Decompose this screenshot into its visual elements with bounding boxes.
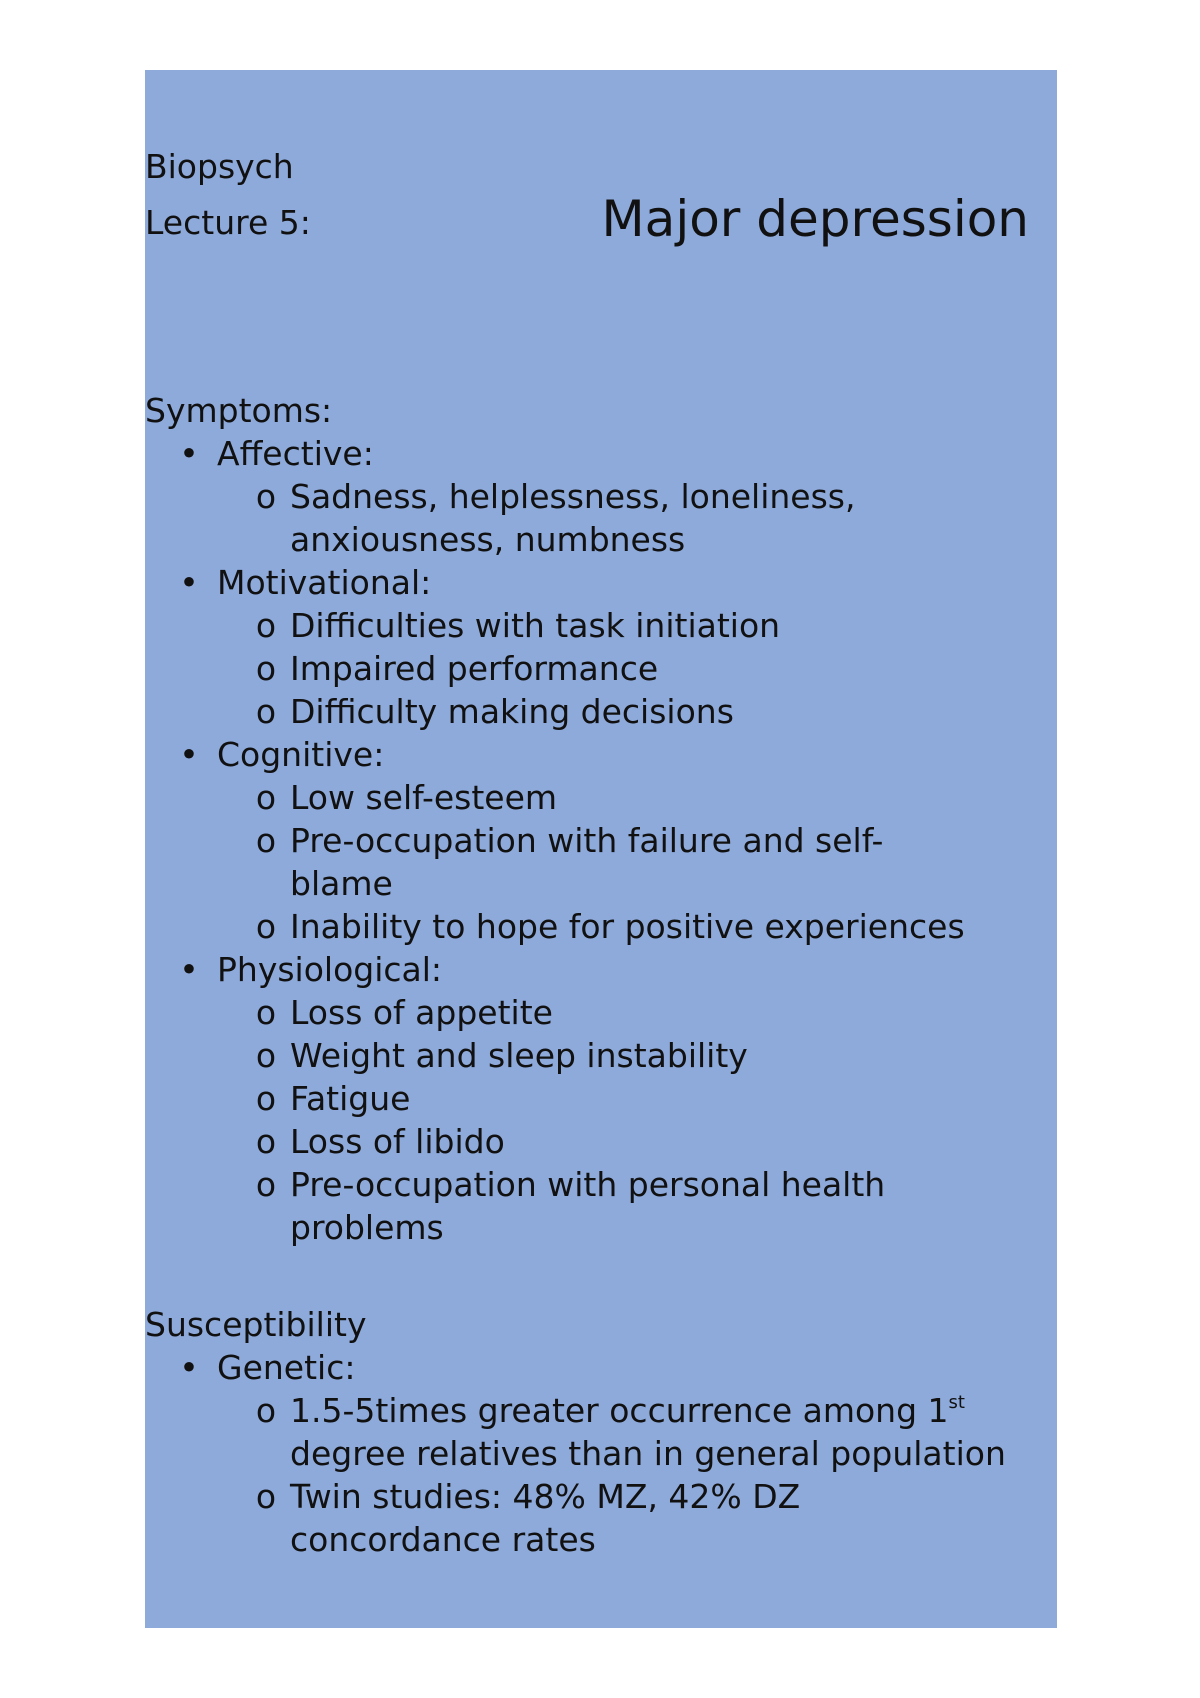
susceptibility-group-genetic <box>145 1346 1057 1561</box>
group-label: Physiological: <box>217 950 443 989</box>
course-name: Biopsych <box>145 147 294 186</box>
susceptibility-heading: Susceptibility <box>145 1305 367 1344</box>
list-item-text-part: degree relatives than in general population <box>290 1434 1006 1473</box>
circle-bullet-icon: o <box>255 778 277 817</box>
circle-bullet-icon: o <box>255 1036 277 1075</box>
list-item-text: Inability to hope for positive experiences <box>290 907 965 946</box>
list-item <box>145 647 1057 690</box>
list-item-text-part: 1.5-5times greater occurrence among 1 <box>290 1391 949 1430</box>
circle-bullet-icon: o <box>255 1165 277 1204</box>
page-title: Major depression <box>601 190 1029 248</box>
symptoms-list <box>145 432 1057 1249</box>
list-item <box>145 1475 1057 1561</box>
list-item-text: Sadness, helplessness, loneliness, anxiousness, numbness <box>290 477 856 559</box>
list-item <box>145 1389 1057 1475</box>
symptom-group-affective <box>145 432 1057 561</box>
list-item-text: Weight and sleep instability <box>290 1036 748 1075</box>
list-item-text: Loss of libido <box>290 1122 505 1161</box>
list-item <box>145 604 1057 647</box>
list-item-text <box>290 1389 1037 1475</box>
symptom-group-cognitive <box>145 733 1057 948</box>
list-item <box>145 1034 1057 1077</box>
list-item <box>145 819 1057 905</box>
list-item <box>145 1077 1057 1120</box>
bullet-icon: • <box>179 563 199 602</box>
circle-bullet-icon: o <box>255 1122 277 1161</box>
symptom-group-motivational <box>145 561 1057 733</box>
bullet-icon: • <box>179 735 199 774</box>
list-item-text: Loss of appetite <box>290 993 553 1032</box>
group-label: Genetic: <box>217 1348 356 1387</box>
circle-bullet-icon: o <box>255 1391 277 1430</box>
circle-bullet-icon: o <box>255 993 277 1032</box>
document-page <box>145 70 1057 1628</box>
bullet-icon: • <box>179 1348 199 1387</box>
circle-bullet-icon: o <box>255 606 277 645</box>
circle-bullet-icon: o <box>255 649 277 688</box>
ordinal-suffix: st <box>948 1392 965 1413</box>
symptom-group-physiological <box>145 948 1057 1249</box>
circle-bullet-icon: o <box>255 692 277 731</box>
list-item <box>145 1163 1057 1249</box>
list-item <box>145 776 1057 819</box>
list-item-text: Pre-occupation with failure and self-blame <box>290 821 884 903</box>
list-item-text: Pre-occupation with personal health problems <box>290 1165 886 1247</box>
list-item <box>145 1120 1057 1163</box>
list-item-text: Difficulty making decisions <box>290 692 734 731</box>
lecture-number: Lecture 5: <box>145 203 311 242</box>
list-item <box>145 905 1057 948</box>
group-label: Motivational: <box>217 563 432 602</box>
list-item-text: Difficulties with task initiation <box>290 606 781 645</box>
bullet-icon: • <box>179 434 199 473</box>
list-item-text: Fatigue <box>290 1079 411 1118</box>
bullet-icon: • <box>179 950 199 989</box>
list-item <box>145 475 1057 561</box>
group-label: Cognitive: <box>217 735 385 774</box>
susceptibility-list <box>145 1346 1057 1561</box>
circle-bullet-icon: o <box>255 1477 277 1516</box>
circle-bullet-icon: o <box>255 1079 277 1118</box>
circle-bullet-icon: o <box>255 477 277 516</box>
list-item <box>145 690 1057 733</box>
circle-bullet-icon: o <box>255 907 277 946</box>
list-item-text: Twin studies: 48% MZ, 42% DZ concordance rates <box>290 1477 801 1559</box>
circle-bullet-icon: o <box>255 821 277 860</box>
list-item-text: Impaired performance <box>290 649 659 688</box>
symptoms-heading: Symptoms: <box>145 391 333 430</box>
list-item-text: Low self-esteem <box>290 778 558 817</box>
group-label: Affective: <box>217 434 374 473</box>
list-item <box>145 991 1057 1034</box>
